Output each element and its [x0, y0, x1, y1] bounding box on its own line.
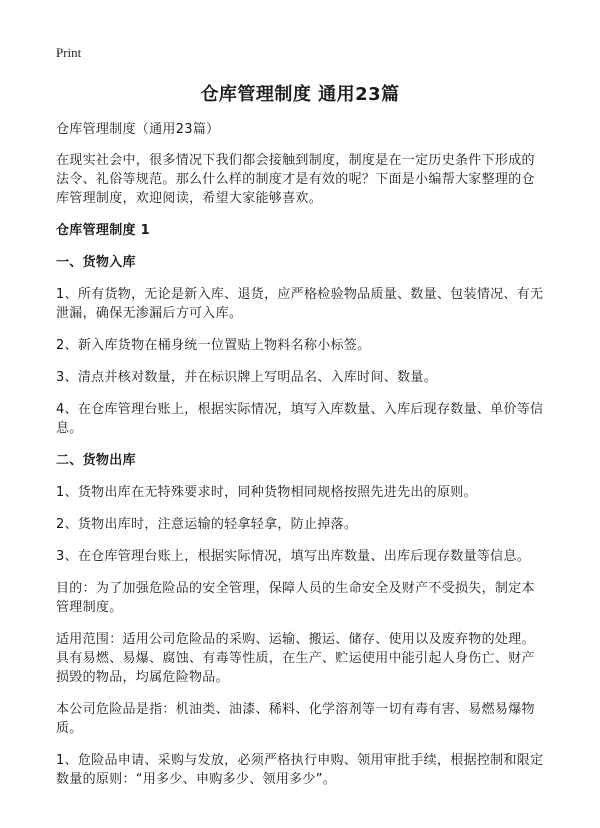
outbound-item: 1、货物出库在无特殊要求时，同种货物相同规格按照先进先出的原则。 [56, 485, 477, 500]
doc-subtitle: 仓库管理制度（通用23篇） [56, 122, 220, 137]
purpose-paragraph: 目的：为了加强危险品的安全管理，保障人员的生命安全及财产不受损失，制定本管理制度。 [56, 581, 535, 615]
scope-paragraph: 适用范围：适用公司危险品的采购、运输、搬运、储存、使用以及废弃物的处理。具有易燃、易爆、腐蚀、有毒等性质，在生产、贮运使用中能引起人身伤亡、财产损毁的物品，均属危险物品。 [56, 632, 535, 685]
inbound-heading: 一、货物入库 [56, 255, 136, 270]
inbound-item: 3、清点并核对数量，并在标识牌上写明品名、入库时间、数量。 [56, 370, 437, 385]
inbound-item: 1、所有货物，无论是新入库、退货，应严格检验物品质量、数量、包装情况、有无泄漏，确保无渗漏后方可入库。 [56, 287, 544, 321]
section-heading: 仓库管理制度 1 [56, 223, 150, 238]
page-title: 仓库管理制度 通用23篇 [200, 84, 400, 105]
outbound-item: 2、货物出库时，注意运输的轻拿轻拿，防止掉落。 [56, 517, 358, 532]
outbound-heading: 二、货物出库 [56, 453, 136, 468]
intro-paragraph: 在现实社会中，很多情况下我们都会接触到制度，制度是在一定历史条件下形成的法令、礼俗等规范。那么什么样的制度才是有效的呢？下面是小编帮大家整理的仓库管理制度，欢迎阅读，希望大家能够喜欢。 [56, 153, 535, 206]
print-link[interactable]: Print [56, 45, 82, 60]
inbound-item: 4、在仓库管理台账上，根据实际情况，填写入库数量、入库后现存数量、单价等信息。 [56, 402, 544, 436]
definition-paragraph: 本公司危险品是指：机油类、油漆、稀料、化学溶剂等一切有毒有害、易燃易爆物质。 [56, 702, 535, 736]
inbound-item: 2、新入库货物在桶身统一位置贴上物料名称小标签。 [56, 338, 371, 353]
document-body [56, 120, 548, 802]
outbound-item: 3、在仓库管理台账上，根据实际情况，填写出库数量、出库后现存数量等信息。 [56, 549, 531, 564]
rule-paragraph: 1、危险品申请、采购与发放，必须严格执行申购、领用审批手续，根据控制和限定数量的原则：“用多少、申购多少、领用多少”。 [56, 753, 544, 787]
